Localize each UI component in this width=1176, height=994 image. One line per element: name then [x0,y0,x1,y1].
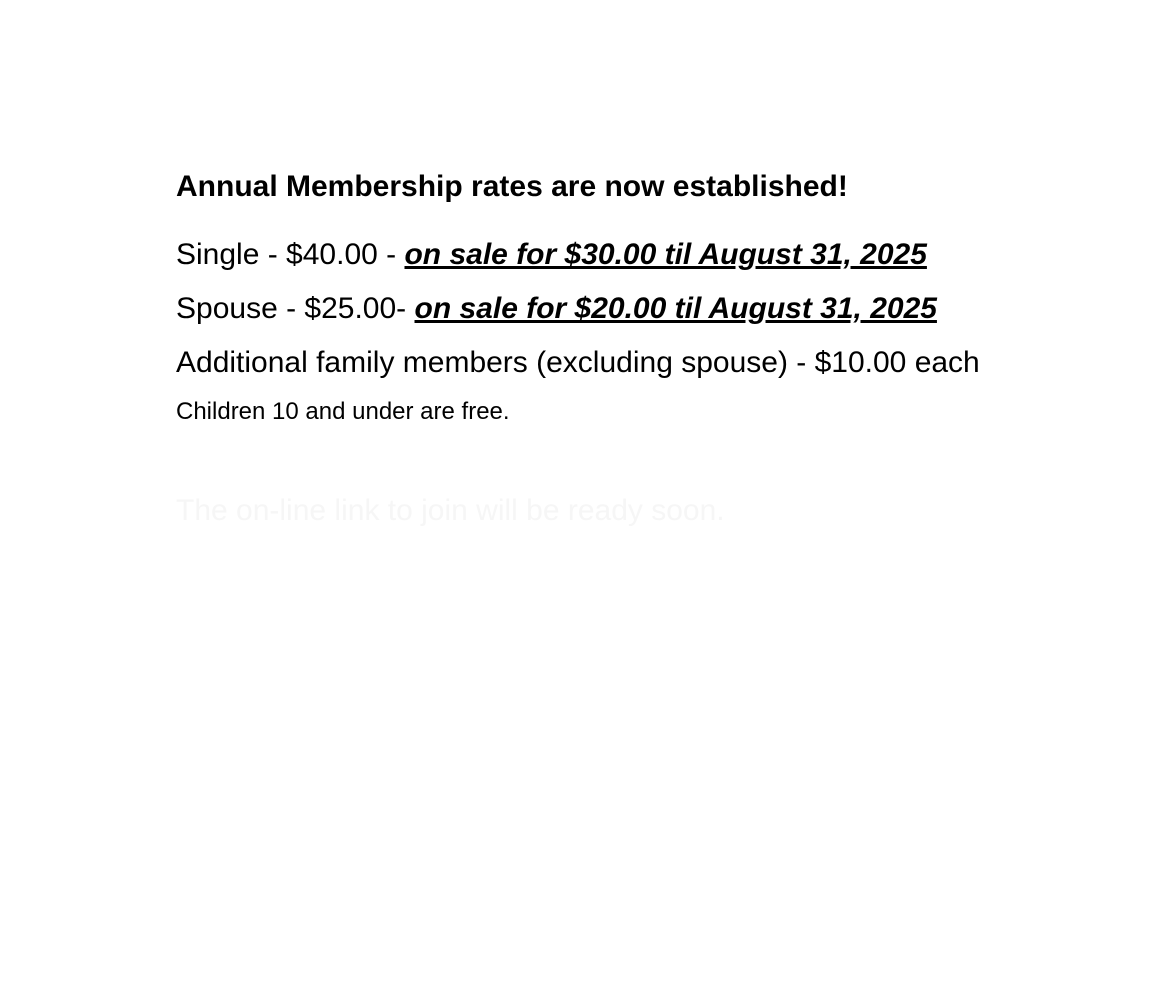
membership-headline: Annual Membership rates are now established! [176,170,848,203]
rate-single-label: Single - $40.00 - [176,238,405,271]
rate-additional-family-label: Additional family members (excluding spouse) - $10.00 each [176,346,980,379]
rate-spouse-sale: on sale for $20.00 til August 31, 2025 [414,292,937,325]
join-link-note: The on-line link to join will be ready soon. [176,494,725,527]
membership-info [176,166,1136,532]
rate-single [176,228,1136,282]
rate-additional-family [176,336,1136,390]
rate-spouse [176,282,1136,336]
children-free-note: Children 10 and under are free. [176,398,510,425]
rate-single-sale: on sale for $30.00 til August 31, 2025 [404,238,927,271]
rate-spouse-label: Spouse - $25.00- [176,292,415,325]
